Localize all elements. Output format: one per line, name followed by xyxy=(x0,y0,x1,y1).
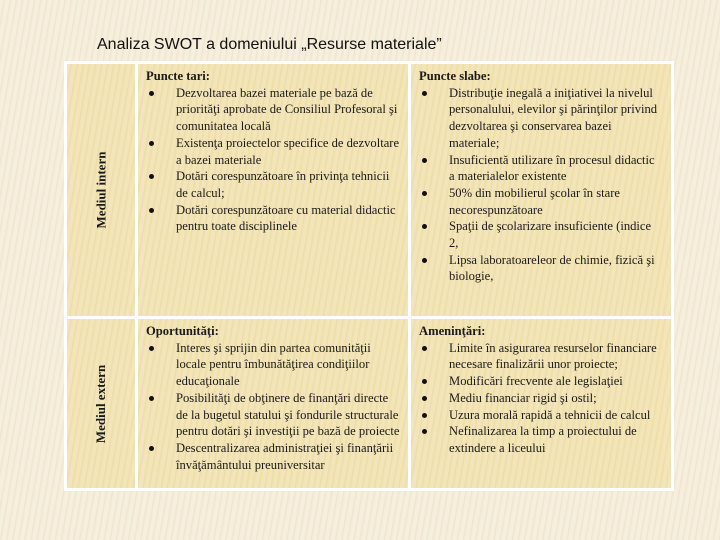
row-label-cell xyxy=(67,319,135,488)
list-item: Existenţa proiectelor specifice de dezvoltare a bazei materiale xyxy=(146,135,400,168)
item-list xyxy=(146,340,400,474)
list-item: Modificări frecvente ale legislaţiei xyxy=(419,373,663,390)
list-item: Posibilităţi de obţinere de finanţări directe de la bugetul statului şi fondurile structurale pentru dotări şi investiţii pe bază de proiecte xyxy=(146,390,400,440)
item-list xyxy=(146,85,400,235)
list-item: Uzura morală rapidă a tehnicii de calcul xyxy=(419,407,663,424)
cell-heading: Puncte slabe: xyxy=(419,69,491,83)
cell-heading: Ameninţări: xyxy=(419,324,486,338)
list-item: Dezvoltarea bazei materiale pe bază de priorităţi aprobate de Consiliul Profesoral şi comunitatea locală xyxy=(146,85,400,135)
cell-heading: Oportunităţi: xyxy=(146,324,219,338)
list-item: Distribuţie inegală a iniţiativei la nivelul personalului, elevilor şi părinţilor privind dezvoltarea şi conservarea bazei materiale; xyxy=(419,85,663,152)
list-item: 50% din mobilierul şcolar în stare necorespunzătoare xyxy=(419,185,663,218)
list-item: Insuficientă utilizare în procesul didactic a materialelor existente xyxy=(419,152,663,185)
item-list xyxy=(419,340,663,457)
page-title: Analiza SWOT a domeniului „Resurse materiale” xyxy=(97,36,442,53)
list-item: Nefinalizarea la timp a proiectului de extindere a liceului xyxy=(419,423,663,456)
row-label-cell xyxy=(67,64,135,316)
swot-table xyxy=(64,61,674,491)
list-item: Interes şi sprijin din partea comunităţii locale pentru îmbunătăţirea condiţiilor educaţionale xyxy=(146,340,400,390)
list-item: Mediu financiar rigid şi ostil; xyxy=(419,390,663,407)
weaknesses-cell xyxy=(411,64,671,316)
list-item: Spaţii de şcolarizare insuficiente (indice 2, xyxy=(419,218,663,251)
row-label: Mediul extern xyxy=(93,364,108,443)
opportunities-cell xyxy=(138,319,408,488)
list-item: Lipsa laboratoareleor de chimie, fizică şi biologie, xyxy=(419,252,663,285)
list-item: Dotări corespunzătoare cu material didactic pentru toate disciplinele xyxy=(146,202,400,235)
row-label: Mediul intern xyxy=(93,151,109,229)
list-item: Limite în asigurarea resurselor financiare necesare finalizării unor proiecte; xyxy=(419,340,663,373)
list-item: Dotări corespunzătoare în privinţa tehnicii de calcul; xyxy=(146,168,400,201)
cell-heading: Puncte tari: xyxy=(146,69,210,83)
list-item: Descentralizarea administraţiei şi finanţării învăţământului preuniversitar xyxy=(146,440,400,473)
item-list xyxy=(419,85,663,285)
threats-cell xyxy=(411,319,671,488)
strengths-cell xyxy=(138,64,408,316)
